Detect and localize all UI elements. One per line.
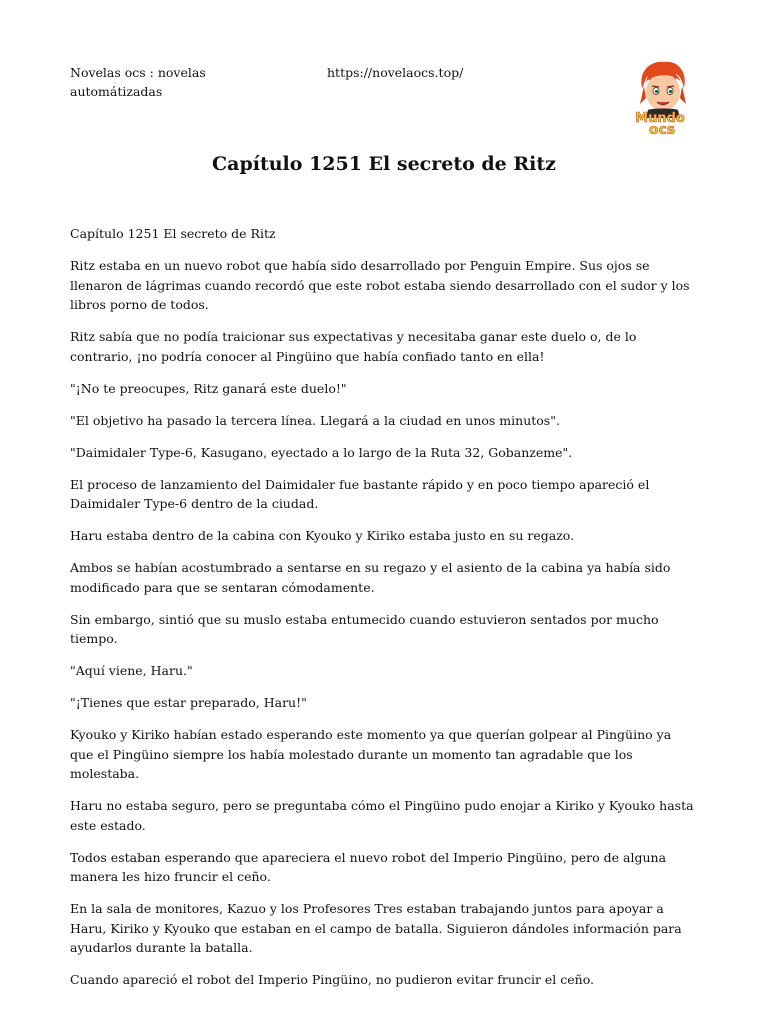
paragraph: Capítulo 1251 El secreto de Ritz xyxy=(70,226,276,241)
paragraph: Ritz sabía que no podía traicionar sus expectativas y necesitaba ganar este duelo o, de lo contrario, ¡no podría conocer al Pingüino que había confiado tanto en ella! xyxy=(70,329,637,364)
paragraph: Ritz estaba en un nuevo robot que había sido desarrollado por Penguin Empire. Sus ojos se llenaron de lágrimas cuando recordó que este robot estaba siendo desarrollado con el sudor y los libros porno de todos. xyxy=(70,258,690,312)
chapter-title: Capítulo 1251 El secreto de Ritz xyxy=(212,153,556,175)
paragraph: Haru no estaba seguro, pero se preguntaba cómo el Pingüino pudo enojar a Kiriko y Kyouko hasta este estado. xyxy=(70,798,694,833)
paragraph: Haru estaba dentro de la cabina con Kyouko y Kiriko estaba justo en su regazo. xyxy=(70,528,575,543)
paragraph: Ambos se habían acostumbrado a sentarse en su regazo y el asiento de la cabina ya había sido modificado para que se sentaran cómodamente. xyxy=(70,560,671,595)
paragraph: Todos estaban esperando que apareciera el nuevo robot del Imperio Pingüino, pero de alguna manera les hizo fruncir el ceño. xyxy=(70,849,667,884)
paragraph: Sin embargo, sintió que su muslo estaba entumecido cuando estuvieron sentados por mucho tiempo. xyxy=(70,611,659,646)
paragraph: Kyouko y Kiriko habían estado esperando este momento ya que querían golpear al Pingüino ya que el Pingüino siempre los había molestado durante un momento tan agradable que los molestaba. xyxy=(70,727,672,781)
logo-text-bottom: ocs xyxy=(648,122,676,136)
paragraph: El proceso de lanzamiento del Daimidaler fue bastante rápido y en poco tiempo apareció el Daimidaler Type-6 dentro de la ciudad. xyxy=(70,476,650,511)
paragraph: "¡Tienes que estar preparado, Haru!" xyxy=(70,695,307,710)
paragraph: En la sala de monitores, Kazuo y los Profesores Tres estaban trabajando juntos para apoyar a Haru, Kiriko y Kyouko que estaban en el campo de batalla. Siguieron dándoles información para ayudarlos durante la batalla. xyxy=(70,901,682,955)
site-name: Novelas ocs : novelas automátizadas xyxy=(70,65,206,99)
chapter-body xyxy=(70,224,698,1002)
paragraph: "El objetivo ha pasado la tercera línea. Llegará a la ciudad en unos minutos". xyxy=(70,412,560,428)
paragraph: "Aquí viene, Haru." xyxy=(70,663,193,678)
mundo-ocs-logo xyxy=(624,58,698,136)
logo-text-top: Mundo xyxy=(635,111,685,126)
site-url[interactable]: https://novelaocs.top/ xyxy=(327,65,464,80)
paragraph: Cuando apareció el robot del Imperio Pingüino, no pudieron evitar fruncir el ceño. xyxy=(70,972,595,987)
paragraph: "Daimidaler Type-6, Kasugano, eyectado a lo largo de la Ruta 32, Gobanzeme". xyxy=(70,444,573,460)
paragraph: "¡No te preocupes, Ritz ganará este duelo!" xyxy=(70,380,347,396)
